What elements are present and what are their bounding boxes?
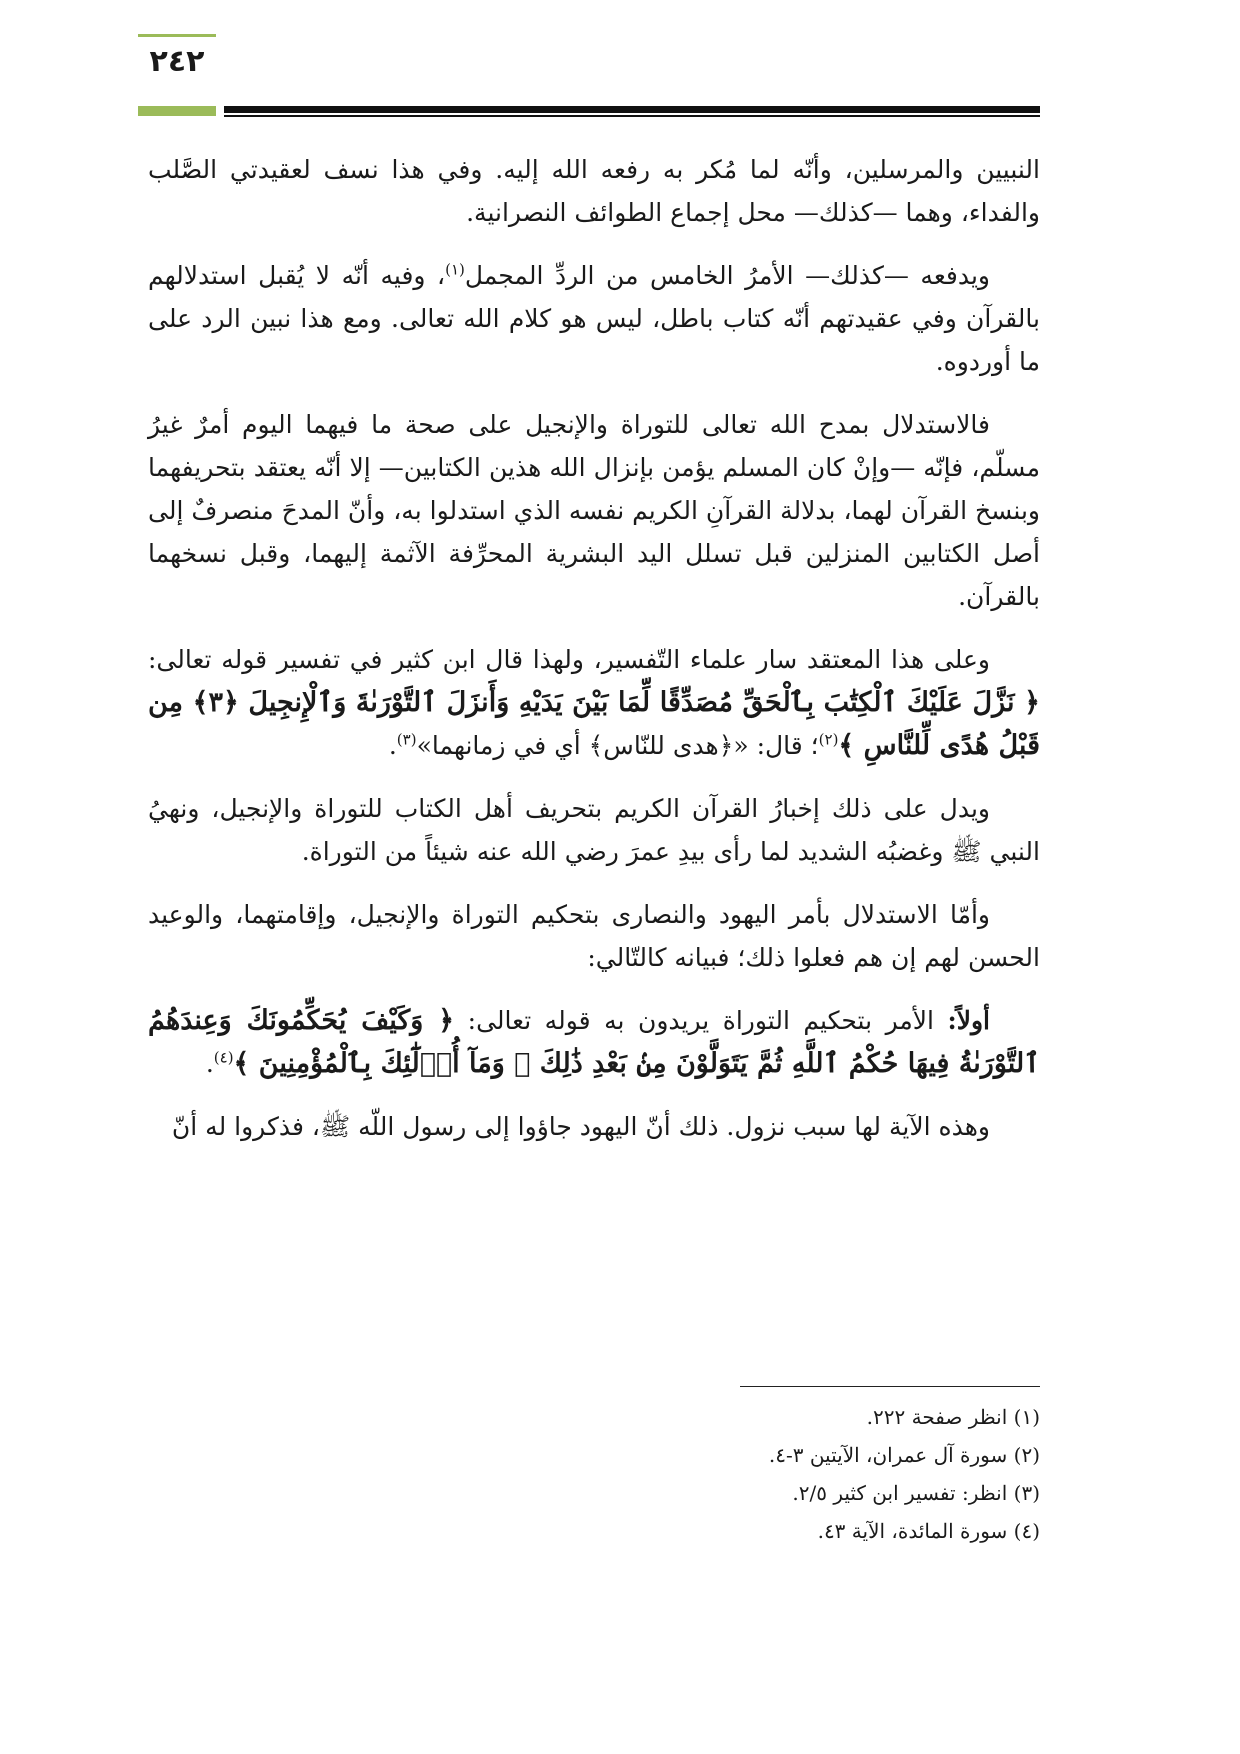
- paragraph-1: النبيين والمرسلين، وأنّه لما مُكر به رفعه الله إليه. وفي هذا نسف لعقيدتي الصَّلب والفداء، وهما —كذلك— محل إجماع الطوائف النصرانية.: [148, 155, 1040, 227]
- paragraph-4: وعلى هذا المعتقد سار علماء التّفسير، ولهذا قال ابن كثير في تفسير قوله تعالى: ﴿ نَزَّلَ عَلَيْكَ ٱلْكِتَٰبَ بِٱلْحَقِّ مُصَدِّقًا لِّمَا بَيْنَ يَدَيْهِ وَأَنزَلَ ٱلتَّوْرَىٰةَ وَٱلْإِنجِيلَ ﴿٣﴾ مِن قَبْلُ هُدًى لِّلنَّاسِ ﴾$^{(٢)}$؛ قال: «﴿هدى للنّاس﴾ أي في زمانهما»$^{(٣)}$.: [148, 645, 1040, 761]
- footnote-separator: [740, 1386, 1040, 1387]
- header-rule: [224, 106, 1040, 113]
- footnote-ref-2[interactable]: (٢): [818, 730, 839, 749]
- footnote-ref-1[interactable]: (١): [445, 260, 465, 279]
- header-rule-thin: [224, 115, 1040, 117]
- footnote-ref-3[interactable]: (٣): [396, 730, 417, 749]
- paragraph-7: أولاً: الأمر بتحكيم التوراة يريدون به قوله تعالى: ﴿ وَكَيْفَ يُحَكِّمُونَكَ وَعِندَهُمُ ٱلتَّوْرَىٰةُ فِيهَا حُكْمُ ٱللَّهِ ثُمَّ يَتَوَلَّوْنَ مِنۢ بَعْدِ ذَٰلِكَ ۚ وَمَآ أُو۟لَٰٓئِكَ بِٱلْمُؤْمِنِينَ ﴾$^{(٤)}$.: [148, 1005, 1040, 1079]
- footnote-1: (١) انظر صفحة ٢٢٢.: [866, 1405, 1040, 1429]
- footnote-3: (٣) انظر: تفسير ابن كثير ٢/٥.: [792, 1481, 1040, 1505]
- paragraph-2: ويدفعه —كذلك— الأمرُ الخامس من الردِّ المجمل$^{(١)}$، وفيه أنّه لا يُقبل استدلالهم بالقرآن وفي عقيدتهم أنّه كتاب باطل، ليس هو كلام الله تعالى. ومع هذا نبين الرد على ما أوردوه.: [148, 260, 1040, 376]
- footnote-4: (٤) سورة المائدة، الآية ٤٣.: [817, 1519, 1040, 1543]
- paragraph-3: فالاستدلال بمدح الله تعالى للتوراة والإنجيل على صحة ما فيهما اليوم أمرٌ غيرُ مسلّم، فإنّه —وإنْ كان المسلم يؤمن بإنزال الله هذين الكتابين— إلا أنّه يعتقد بتحريفهما وبنسخ القرآن لهما، بدلالة القرآنِ الكريم نفسه الذي استدلوا به، وأنّ المدحَ منصرفٌ إلى أصل الكتابين المنزلين قبل تسلل اليد البشرية المحرِّفة الآثمة إليهما، وقبل نسخهما بالقرآن.: [148, 410, 1040, 611]
- page-number: ٢٤٢: [149, 44, 205, 79]
- footnote-2: (٢) سورة آل عمران، الآيتين ٣-٤.: [768, 1443, 1040, 1467]
- paragraph-5: ويدل على ذلك إخبارُ القرآن الكريم بتحريف أهل الكتاب للتوراة والإنجيل، ونهيُ النبي ﷺ وغضبُه الشديد لما رأى بيدِ عمرَ رضي الله عنه شيئاً من التوراة.: [148, 794, 1040, 866]
- paragraph-8: وهذه الآية لها سبب نزول. ذلك أنّ اليهود جاؤوا إلى رسول اللّه ﷺ، فذكروا له أنّ: [171, 1112, 990, 1141]
- header-rule-accent: [138, 106, 216, 116]
- footnotes: [148, 1398, 1040, 1550]
- quran-verse-al-maidah: ﴿ وَكَيْفَ يُحَكِّمُونَكَ وَعِندَهُمُ ٱلتَّوْرَىٰةُ فِيهَا حُكْمُ ٱللَّهِ ثُمَّ يَتَوَلَّوْنَ مِنۢ بَعْدِ ذَٰلِكَ ۚ وَمَآ أُو۟لَٰٓئِكَ بِٱلْمُؤْمِنِينَ ﴾: [148, 1005, 1040, 1079]
- page-number-accent-bar: [138, 34, 216, 37]
- footnote-ref-4[interactable]: (٤): [213, 1048, 234, 1067]
- body-text: [148, 148, 1040, 1168]
- point-label: أولاً:: [947, 1006, 991, 1035]
- quran-verse-al-imran: ﴿ نَزَّلَ عَلَيْكَ ٱلْكِتَٰبَ بِٱلْحَقِّ مُصَدِّقًا لِّمَا بَيْنَ يَدَيْهِ وَأَنزَلَ ٱلتَّوْرَىٰةَ وَٱلْإِنجِيلَ ﴿٣﴾ مِن قَبْلُ هُدًى لِّلنَّاسِ ﴾: [148, 687, 1040, 761]
- paragraph-6: وأمّا الاستدلال بأمر اليهود والنصارى بتحكيم التوراة والإنجيل، وإقامتهما، والوعيد الحسن لهم إن هم فعلوا ذلك؛ فبيانه كالتّالي:: [148, 900, 1040, 972]
